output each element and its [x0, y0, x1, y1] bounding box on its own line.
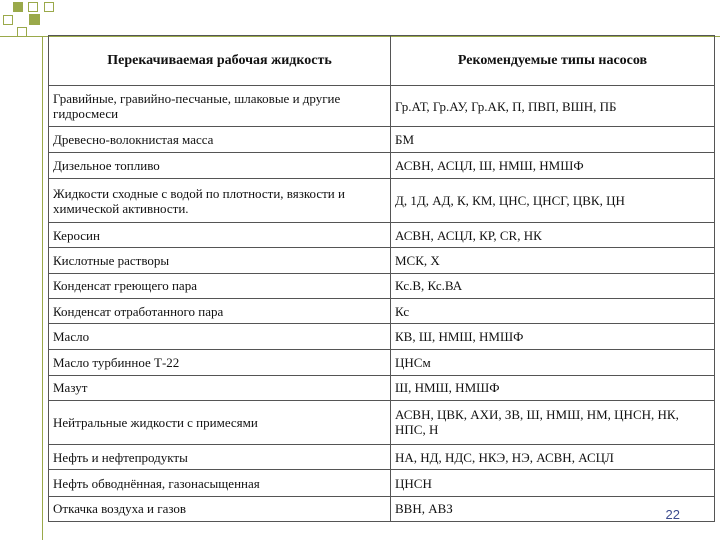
- accent-vertical-line: [42, 36, 43, 540]
- pump-cell: ЦНСН: [391, 470, 715, 496]
- pump-cell: ЦНСм: [391, 350, 715, 375]
- table-row: [49, 152, 715, 178]
- fluid-cell: Нейтральные жидкости с примесями: [49, 400, 391, 444]
- fluid-cell: Масло турбинное Т-22: [49, 350, 391, 375]
- table-row: [49, 273, 715, 298]
- pump-cell: НА, НД, НДС, НКЭ, НЭ, АСВН, АСЦЛ: [391, 445, 715, 470]
- page-number: 22: [665, 507, 680, 522]
- pump-cell: БМ: [391, 127, 715, 152]
- pump-cell: Кс.В, Кс.ВА: [391, 273, 715, 298]
- table-row: [49, 470, 715, 496]
- pump-cell: АСВН, АСЦЛ, Ш, НМШ, НМШФ: [391, 152, 715, 178]
- table-row: [49, 298, 715, 323]
- fluid-cell: Гравийные, гравийно-песчаные, шлаковые и другие гидросмеси: [49, 86, 391, 127]
- fluid-cell: Мазут: [49, 375, 391, 400]
- table-row: [49, 375, 715, 400]
- pump-types-table: [48, 35, 715, 522]
- fluid-cell: Керосин: [49, 223, 391, 248]
- fluid-cell: Конденсат отработанного пара: [49, 298, 391, 323]
- table-row: [49, 223, 715, 248]
- pump-cell: Кс: [391, 298, 715, 323]
- pump-cell: Д, 1Д, АД, К, КМ, ЦНС, ЦНСГ, ЦВК, ЦН: [391, 178, 715, 222]
- fluid-cell: Нефть и нефтепродукты: [49, 445, 391, 470]
- pump-cell: Гр.АТ, Гр.АУ, Гр.АК, П, ПВП, ВШН, ПБ: [391, 86, 715, 127]
- pump-cell: МСК, Х: [391, 248, 715, 273]
- fluid-cell: Древесно-волокнистая масса: [49, 127, 391, 152]
- table-row: [49, 86, 715, 127]
- corner-squares-decoration: [0, 0, 60, 40]
- table-row: [49, 324, 715, 350]
- pump-cell: КВ, Ш, НМШ, НМШФ: [391, 324, 715, 350]
- header-fluid: Перекачиваемая рабочая жидкость: [49, 36, 391, 86]
- table-row: [49, 496, 715, 521]
- pump-cell: Ш, НМШ, НМШФ: [391, 375, 715, 400]
- fluid-cell: Кислотные растворы: [49, 248, 391, 273]
- fluid-cell: Откачка воздуха и газов: [49, 496, 391, 521]
- table-row: [49, 178, 715, 222]
- fluid-cell: Масло: [49, 324, 391, 350]
- table-row: [49, 445, 715, 470]
- pump-cell: АСВН, ЦВК, АХИ, ЗВ, Ш, НМШ, НМ, ЦНСН, НК, НПС, Н: [391, 400, 715, 444]
- table-header-row: [49, 36, 715, 86]
- fluid-cell: Жидкости сходные с водой по плотности, вязкости и химической активности.: [49, 178, 391, 222]
- table-row: [49, 127, 715, 152]
- header-pump-types: Рекомендуемые типы насосов: [391, 36, 715, 86]
- pump-cell: АСВН, АСЦЛ, КР, CR, НК: [391, 223, 715, 248]
- pump-cell: ВВН, АВЗ: [391, 496, 715, 521]
- table-row: [49, 350, 715, 375]
- fluid-cell: Конденсат греющего пара: [49, 273, 391, 298]
- table-row: [49, 248, 715, 273]
- table-row: [49, 400, 715, 444]
- fluid-cell: Нефть обводнённая, газонасыщенная: [49, 470, 391, 496]
- fluid-cell: Дизельное топливо: [49, 152, 391, 178]
